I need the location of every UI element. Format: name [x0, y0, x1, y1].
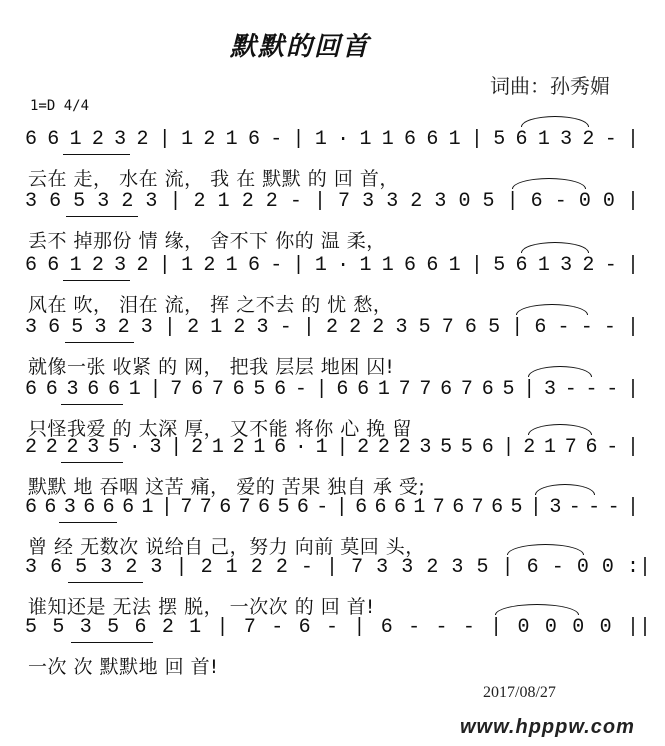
note: 5: [253, 378, 266, 401]
barline: |: [292, 128, 305, 151]
note: 2: [377, 436, 390, 459]
note: -: [607, 496, 620, 519]
website-watermark: www.hpppw.com: [460, 716, 635, 738]
note: 7: [432, 496, 445, 519]
note: 6: [87, 378, 100, 401]
barline: |: [149, 378, 162, 401]
note: 7: [564, 436, 577, 459]
note: 2: [372, 316, 385, 339]
note: 2: [136, 254, 149, 277]
note: 3: [395, 316, 408, 339]
note: -: [585, 378, 598, 401]
note: 5: [482, 190, 495, 213]
note: 0: [576, 556, 589, 579]
barline: |: [501, 556, 514, 579]
note: 2: [45, 436, 58, 459]
lyric-line: 默默 地 吞咽 这苦 痛， 爱的 苦果 独自 承 受;: [28, 476, 426, 498]
note: 6: [50, 556, 63, 579]
beam-line: [68, 582, 143, 583]
note: 1: [377, 378, 390, 401]
barline: |: [627, 316, 640, 339]
note: 6: [404, 254, 417, 277]
notation-line: [0, 128, 665, 158]
note: 3: [451, 556, 464, 579]
note: 2: [91, 254, 104, 277]
note: 3: [25, 190, 38, 213]
note: 7: [238, 496, 251, 519]
note: ·: [294, 436, 307, 459]
note: 1: [225, 556, 238, 579]
note: 6: [374, 496, 387, 519]
note: 3: [114, 128, 127, 151]
note: 3: [386, 190, 399, 213]
barline: |: [336, 436, 349, 459]
note: 2: [349, 316, 362, 339]
note: 2: [357, 436, 370, 459]
note: 3: [140, 316, 153, 339]
note: 5: [440, 436, 453, 459]
lyric-line: 丢不 掉那份 情 缘， 舍不下 你的 温 柔，: [28, 230, 386, 252]
slur-mark: [528, 366, 592, 377]
note: 5: [493, 254, 506, 277]
note: 6: [191, 378, 204, 401]
note: 6: [25, 378, 38, 401]
note: 1: [189, 616, 202, 639]
note: 1: [69, 254, 82, 277]
barline: |: [315, 378, 328, 401]
note: 3: [543, 378, 556, 401]
note: 3: [256, 316, 269, 339]
note: 7: [170, 378, 183, 401]
note: -: [316, 496, 329, 519]
notation-line: [0, 556, 665, 586]
note: -: [462, 616, 475, 639]
note: 5: [493, 128, 506, 151]
note: 0: [517, 616, 530, 639]
note: 6: [426, 128, 439, 151]
note: 0: [458, 190, 471, 213]
lyric-line: 风在 吹， 泪在 流， 挥 之不去 的 忧 愁，: [28, 294, 393, 316]
note: 6: [515, 128, 528, 151]
note: 3: [25, 316, 38, 339]
note: 1: [217, 190, 230, 213]
note: 5: [25, 616, 38, 639]
note: -: [551, 556, 564, 579]
note: 6: [45, 378, 58, 401]
note: 1: [210, 316, 223, 339]
note: 7: [441, 316, 454, 339]
note: 2: [91, 128, 104, 151]
note: 3: [362, 190, 375, 213]
note: 6: [102, 496, 115, 519]
barline: |: [216, 616, 229, 639]
note: 6: [393, 496, 406, 519]
note: -: [279, 316, 292, 339]
note: 3: [79, 616, 92, 639]
lyricist-composer-credit: 词曲：孙秀媚: [490, 74, 610, 98]
note: 6: [534, 316, 547, 339]
slur-mark: [521, 116, 590, 127]
note: 6: [83, 496, 96, 519]
note: 6: [48, 316, 61, 339]
note: 3: [376, 556, 389, 579]
note: 6: [440, 378, 453, 401]
note: 3: [150, 556, 163, 579]
note: 2: [582, 128, 595, 151]
note: 2: [241, 190, 254, 213]
note: 2: [161, 616, 174, 639]
note: 0: [544, 616, 557, 639]
note: 2: [203, 128, 216, 151]
barline: |: [627, 190, 640, 213]
note: 6: [585, 436, 598, 459]
note: 1: [448, 254, 461, 277]
note: 0: [601, 556, 614, 579]
beam-line: [61, 462, 123, 463]
note: 5: [476, 556, 489, 579]
note: ·: [128, 436, 141, 459]
slur-mark: [516, 304, 587, 315]
note: 2: [125, 556, 138, 579]
note: 6: [515, 254, 528, 277]
note: -: [604, 254, 617, 277]
note: 1: [413, 496, 426, 519]
barline: |: [326, 556, 339, 579]
lyric-line: 曾 经 无数次 说给自 己，努力 向前 莫回 头，: [28, 536, 425, 558]
note: 3: [87, 436, 100, 459]
note: 7: [243, 616, 256, 639]
note: -: [270, 128, 283, 151]
note: -: [568, 496, 581, 519]
note: 3: [434, 190, 447, 213]
note: 2: [410, 190, 423, 213]
note: 7: [199, 496, 212, 519]
note: -: [294, 378, 307, 401]
note: 6: [526, 556, 539, 579]
note: 6: [122, 496, 135, 519]
note: 6: [25, 254, 38, 277]
note: 5: [277, 496, 290, 519]
note: 6: [25, 496, 38, 519]
note: 6: [530, 190, 543, 213]
beam-line: [63, 154, 130, 155]
beam-line: [65, 342, 134, 343]
note: 2: [187, 316, 200, 339]
note: 6: [357, 378, 370, 401]
lyric-line: 谁知还是 无法 摆 脱， 一次次 的 回 首!: [28, 596, 375, 618]
note: 2: [275, 556, 288, 579]
note: 6: [296, 496, 309, 519]
note: 6: [247, 128, 260, 151]
note: 1: [128, 378, 141, 401]
note: 0: [599, 616, 612, 639]
note: 1: [225, 128, 238, 151]
barline: |: [627, 378, 640, 401]
barline: :|: [627, 556, 652, 579]
note: 2: [233, 316, 246, 339]
note: 2: [191, 436, 204, 459]
note: 6: [108, 378, 121, 401]
barline: |: [302, 316, 315, 339]
note: 2: [582, 254, 595, 277]
note: -: [435, 616, 448, 639]
barline: |: [627, 254, 640, 277]
lyric-line: 只怪我爱 的 太深 厚， 又不能 将你 心 挽 留: [28, 418, 412, 440]
barline: |: [313, 190, 326, 213]
notation-line: [0, 254, 665, 284]
note: 2: [265, 190, 278, 213]
notation-line: [0, 436, 665, 466]
note: -: [588, 496, 601, 519]
note: 1: [537, 128, 550, 151]
note: -: [606, 378, 619, 401]
note: 0: [572, 616, 585, 639]
note: 3: [401, 556, 414, 579]
note: 6: [298, 616, 311, 639]
barline: |: [529, 496, 542, 519]
note: 5: [71, 316, 84, 339]
note: 1: [543, 436, 556, 459]
note: 7: [211, 378, 224, 401]
note: 2: [66, 436, 79, 459]
note: 1: [181, 254, 194, 277]
note: 2: [203, 254, 216, 277]
beam-line: [63, 280, 130, 281]
note: 6: [481, 436, 494, 459]
barline: |: [470, 128, 483, 151]
beam-line: [71, 642, 153, 643]
note: 1: [381, 128, 394, 151]
barline: |: [511, 316, 524, 339]
note: 1: [359, 128, 372, 151]
note: 3: [63, 496, 76, 519]
note: -: [554, 190, 567, 213]
note: 2: [232, 436, 245, 459]
note: -: [271, 616, 284, 639]
notation-line: [0, 316, 665, 346]
note: 1: [225, 254, 238, 277]
note: 6: [426, 254, 439, 277]
note: 1: [253, 436, 266, 459]
barline: |: [627, 496, 640, 519]
note: 7: [398, 378, 411, 401]
note: 2: [117, 316, 130, 339]
note: -: [289, 190, 302, 213]
slur-mark: [535, 484, 595, 495]
barline: |: [160, 496, 173, 519]
note: 6: [464, 316, 477, 339]
note: 3: [419, 436, 432, 459]
note: 6: [49, 190, 62, 213]
note: 1: [537, 254, 550, 277]
note: 6: [219, 496, 232, 519]
note: 2: [523, 436, 536, 459]
note: 6: [47, 254, 60, 277]
barline: |: [502, 436, 515, 459]
note: 5: [502, 378, 515, 401]
notation-line: [0, 190, 665, 220]
note: 3: [94, 316, 107, 339]
note: -: [603, 316, 616, 339]
note: 0: [578, 190, 591, 213]
note: 5: [52, 616, 65, 639]
lyric-line: 一次 次 默默地 回 首!: [28, 656, 219, 678]
note: 6: [380, 616, 393, 639]
note: 2: [121, 190, 134, 213]
barline: ||: [627, 616, 652, 639]
note: 7: [460, 378, 473, 401]
note: 1: [314, 254, 327, 277]
barline: |: [523, 378, 536, 401]
note: -: [326, 616, 339, 639]
note: 5: [460, 436, 473, 459]
note: 7: [351, 556, 364, 579]
note: 3: [114, 254, 127, 277]
notation-line: [0, 496, 665, 526]
beam-line: [66, 216, 138, 217]
beam-line: [59, 522, 117, 523]
note: 7: [338, 190, 351, 213]
note: -: [300, 556, 313, 579]
note: 6: [274, 378, 287, 401]
note: 1: [381, 254, 394, 277]
note: 7: [419, 378, 432, 401]
note: 2: [193, 190, 206, 213]
slur-mark: [495, 604, 579, 615]
note: 5: [73, 190, 86, 213]
note: 2: [426, 556, 439, 579]
slur-mark: [512, 178, 586, 189]
note: 3: [549, 496, 562, 519]
note: -: [270, 254, 283, 277]
note: 1: [181, 128, 194, 151]
note: 1: [69, 128, 82, 151]
barline: |: [627, 436, 640, 459]
note: 6: [247, 254, 260, 277]
note: -: [564, 378, 577, 401]
note: ·: [337, 254, 350, 277]
note: 2: [250, 556, 263, 579]
note: 1: [211, 436, 224, 459]
slur-mark: [521, 242, 590, 253]
barline: |: [170, 436, 183, 459]
note: 3: [560, 254, 573, 277]
note: 1: [141, 496, 154, 519]
note: 5: [107, 616, 120, 639]
key-signature: 1=D 4/4: [30, 98, 90, 114]
note: 1: [314, 128, 327, 151]
note: 3: [100, 556, 113, 579]
note: -: [604, 128, 617, 151]
note: 1: [359, 254, 372, 277]
note: 5: [418, 316, 431, 339]
note: 6: [481, 378, 494, 401]
note: -: [580, 316, 593, 339]
note: 2: [25, 436, 38, 459]
barline: |: [158, 128, 171, 151]
barline: |: [169, 190, 182, 213]
note: 0: [602, 190, 615, 213]
note: -: [557, 316, 570, 339]
date: 2017/08/27: [483, 684, 556, 701]
notation-line: [0, 616, 665, 646]
notation-line: [0, 378, 665, 408]
note: -: [408, 616, 421, 639]
barline: |: [175, 556, 188, 579]
note: 6: [491, 496, 504, 519]
note: ·: [337, 128, 350, 151]
note: 6: [25, 128, 38, 151]
barline: |: [163, 316, 176, 339]
note: 6: [232, 378, 245, 401]
lyric-line: 云在 走， 水在 流， 我 在 默默 的 回 首，: [28, 168, 399, 190]
note: 6: [134, 616, 147, 639]
note: 5: [108, 436, 121, 459]
note: 6: [274, 436, 287, 459]
note: 6: [355, 496, 368, 519]
note: 6: [404, 128, 417, 151]
note: 3: [560, 128, 573, 151]
note: 2: [200, 556, 213, 579]
barline: |: [158, 254, 171, 277]
song-title: 默默的回首: [230, 32, 371, 62]
note: 2: [398, 436, 411, 459]
barline: |: [490, 616, 503, 639]
note: 7: [180, 496, 193, 519]
note: 5: [75, 556, 88, 579]
note: 3: [66, 378, 79, 401]
note: 1: [448, 128, 461, 151]
barline: |: [627, 128, 640, 151]
note: 2: [136, 128, 149, 151]
note: 3: [97, 190, 110, 213]
barline: |: [353, 616, 366, 639]
note: 1: [315, 436, 328, 459]
note: 3: [25, 556, 38, 579]
note: 6: [452, 496, 465, 519]
barline: |: [470, 254, 483, 277]
note: 3: [145, 190, 158, 213]
note: -: [606, 436, 619, 459]
note: 6: [47, 128, 60, 151]
barline: |: [506, 190, 519, 213]
note: 6: [258, 496, 271, 519]
note: 2: [326, 316, 339, 339]
note: 6: [44, 496, 57, 519]
slur-mark: [528, 424, 592, 435]
beam-line: [61, 404, 123, 405]
barline: |: [292, 254, 305, 277]
note: 5: [488, 316, 501, 339]
slur-mark: [507, 544, 584, 555]
note: 6: [336, 378, 349, 401]
barline: |: [335, 496, 348, 519]
note: 5: [510, 496, 523, 519]
note: 7: [471, 496, 484, 519]
lyric-line: 就像一张 收紧 的 网， 把我 层层 地困 囚!: [28, 356, 394, 378]
note: 3: [149, 436, 162, 459]
